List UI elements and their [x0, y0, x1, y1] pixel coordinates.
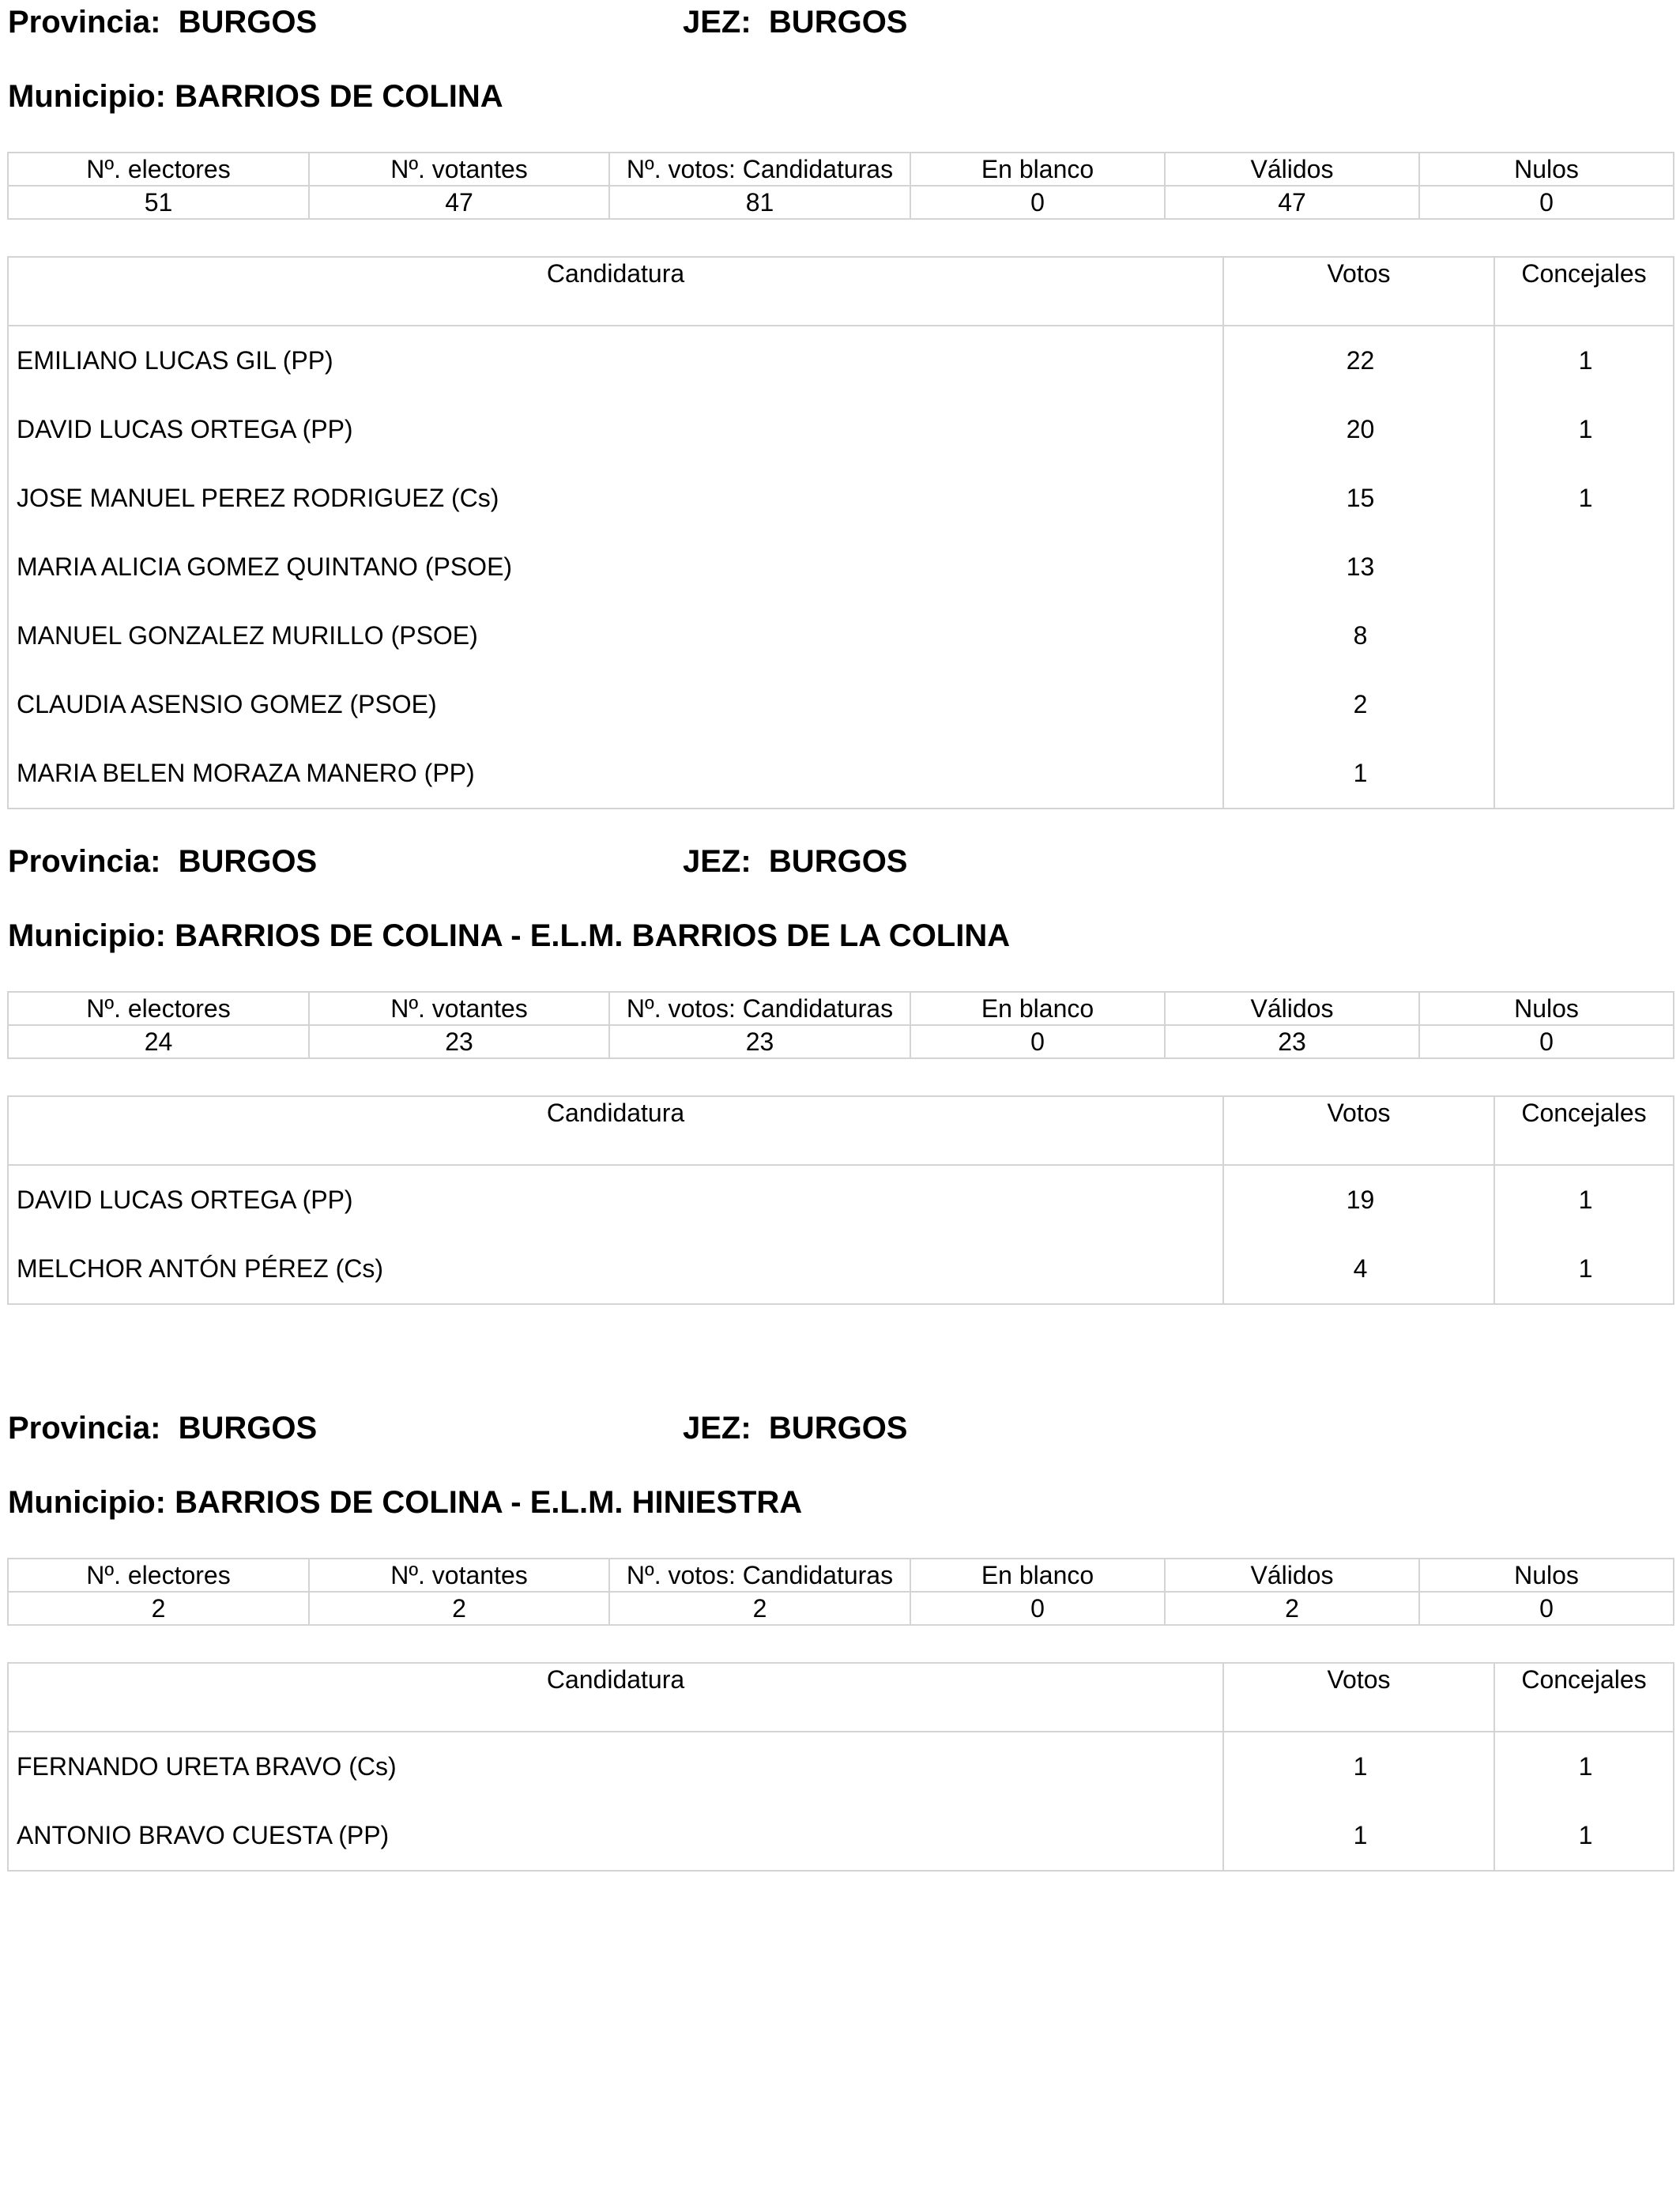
stats-value-cell: 51: [8, 186, 309, 219]
provincia: Provincia: BURGOS: [8, 1411, 318, 1446]
stats-header-cell: Nº. votos: Candidaturas: [609, 1559, 910, 1592]
provincia-line: [7, 839, 1673, 884]
stats-value-cell: 24: [8, 1025, 309, 1058]
candidate-votos: 8: [1223, 601, 1494, 670]
candidate-name: MANUEL GONZALEZ MURILLO (PSOE): [8, 601, 1223, 670]
table-row: [8, 739, 1674, 809]
candidate-votos: 20: [1223, 395, 1494, 464]
provincia-line: [7, 1406, 1673, 1450]
candidate-votos: 1: [1223, 1801, 1494, 1871]
table-row: [8, 601, 1674, 670]
candidate-votos: 4: [1223, 1235, 1494, 1304]
jez: JEZ: BURGOS: [683, 844, 908, 879]
stats-header-cell: En blanco: [910, 1559, 1165, 1592]
candidate-concejales: [1494, 670, 1674, 739]
stats-table: [7, 991, 1674, 1059]
results-header-row: [8, 1663, 1674, 1732]
stats-header-row: [8, 992, 1674, 1025]
candidate-concejales: 1: [1494, 1235, 1674, 1304]
table-row: [8, 1732, 1674, 1801]
candidate-concejales: [1494, 739, 1674, 809]
stats-header-cell: Nº. votantes: [309, 1559, 609, 1592]
candidate-concejales: 1: [1494, 1165, 1674, 1235]
candidate-name: MELCHOR ANTÓN PÉREZ (Cs): [8, 1235, 1223, 1304]
table-row: [8, 533, 1674, 601]
results-header-cell: Candidatura: [8, 1663, 1223, 1732]
results-table: [7, 256, 1674, 809]
candidate-name: FERNANDO URETA BRAVO (Cs): [8, 1732, 1223, 1801]
table-row: [8, 395, 1674, 464]
section-2: [7, 839, 1673, 1283]
stats-header-cell: Nº. votos: Candidaturas: [609, 153, 910, 186]
stats-header-cell: Nº. votantes: [309, 992, 609, 1025]
candidate-name: MARIA BELEN MORAZA MANERO (PP): [8, 739, 1223, 809]
stats-value-cell: 0: [910, 1592, 1165, 1625]
results-header-cell: Votos: [1223, 1096, 1494, 1165]
candidate-name: MARIA ALICIA GOMEZ QUINTANO (PSOE): [8, 533, 1223, 601]
candidate-name: EMILIANO LUCAS GIL (PP): [8, 326, 1223, 395]
jez: JEZ: BURGOS: [683, 1411, 908, 1446]
stats-header-cell: Nulos: [1419, 992, 1674, 1025]
candidate-concejales: 1: [1494, 395, 1674, 464]
stats-header-cell: Nº. votos: Candidaturas: [609, 992, 910, 1025]
section-3: [7, 1406, 1673, 1849]
candidate-concejales: 1: [1494, 326, 1674, 395]
table-row: [8, 1801, 1674, 1871]
candidate-votos: 2: [1223, 670, 1494, 739]
candidate-concejales: [1494, 533, 1674, 601]
stats-table: [7, 1558, 1674, 1626]
provincia: Provincia: BURGOS: [8, 5, 318, 40]
table-row: [8, 1165, 1674, 1235]
stats-value-cell: 47: [309, 186, 609, 219]
stats-value-cell: 23: [609, 1025, 910, 1058]
stats-header-cell: Válidos: [1165, 1559, 1419, 1592]
stats-value-cell: 0: [910, 1025, 1165, 1058]
results-header-cell: Concejales: [1494, 1663, 1674, 1732]
candidate-votos: 22: [1223, 326, 1494, 395]
stats-header-cell: En blanco: [910, 153, 1165, 186]
stats-value-cell: 23: [309, 1025, 609, 1058]
candidate-name: DAVID LUCAS ORTEGA (PP): [8, 395, 1223, 464]
stats-value-row: [8, 1025, 1674, 1058]
candidate-name: DAVID LUCAS ORTEGA (PP): [8, 1165, 1223, 1235]
stats-value-cell: 81: [609, 186, 910, 219]
candidate-votos: 1: [1223, 739, 1494, 809]
results-header-cell: Concejales: [1494, 257, 1674, 326]
stats-value-cell: 23: [1165, 1025, 1419, 1058]
results-header-cell: Concejales: [1494, 1096, 1674, 1165]
stats-header-cell: Nº. electores: [8, 992, 309, 1025]
table-row: [8, 326, 1674, 395]
stats-header-cell: Nulos: [1419, 153, 1674, 186]
candidate-concejales: 1: [1494, 1801, 1674, 1871]
results-header-cell: Votos: [1223, 1663, 1494, 1732]
candidate-votos: 15: [1223, 464, 1494, 533]
candidate-name: CLAUDIA ASENSIO GOMEZ (PSOE): [8, 670, 1223, 739]
candidate-concejales: 1: [1494, 464, 1674, 533]
results-header-cell: Votos: [1223, 257, 1494, 326]
stats-value-cell: 2: [309, 1592, 609, 1625]
results-header-cell: Candidatura: [8, 1096, 1223, 1165]
results-header-row: [8, 257, 1674, 326]
stats-header-cell: Nº. votantes: [309, 153, 609, 186]
stats-value-cell: 0: [1419, 1025, 1674, 1058]
results-header-cell: Candidatura: [8, 257, 1223, 326]
stats-value-cell: 2: [8, 1592, 309, 1625]
candidate-name: ANTONIO BRAVO CUESTA (PP): [8, 1801, 1223, 1871]
stats-header-cell: En blanco: [910, 992, 1165, 1025]
stats-value-cell: 47: [1165, 186, 1419, 219]
candidate-votos: 13: [1223, 533, 1494, 601]
stats-header-cell: Válidos: [1165, 153, 1419, 186]
stats-value-row: [8, 186, 1674, 219]
stats-value-row: [8, 1592, 1674, 1625]
municipio-title: Municipio: BARRIOS DE COLINA: [8, 79, 503, 114]
results-header-row: [8, 1096, 1674, 1165]
stats-value-cell: 0: [1419, 1592, 1674, 1625]
stats-header-cell: Nulos: [1419, 1559, 1674, 1592]
stats-value-cell: 0: [1419, 186, 1674, 219]
provincia: Provincia: BURGOS: [8, 844, 318, 879]
table-row: [8, 1235, 1674, 1304]
stats-header-row: [8, 153, 1674, 186]
stats-header-cell: Nº. electores: [8, 1559, 309, 1592]
candidate-concejales: [1494, 601, 1674, 670]
stats-header-row: [8, 1559, 1674, 1592]
municipio-title: Municipio: BARRIOS DE COLINA - E.L.M. HINIESTRA: [8, 1485, 803, 1520]
jez: JEZ: BURGOS: [683, 5, 908, 40]
stats-value-cell: 2: [609, 1592, 910, 1625]
stats-value-cell: 2: [1165, 1592, 1419, 1625]
results-table: [7, 1662, 1674, 1872]
stats-value-cell: 0: [910, 186, 1165, 219]
provincia-line: [7, 0, 1673, 44]
table-row: [8, 670, 1674, 739]
stats-header-cell: Nº. electores: [8, 153, 309, 186]
section-1: [7, 0, 1673, 787]
table-row: [8, 464, 1674, 533]
stats-table: [7, 152, 1674, 220]
stats-header-cell: Válidos: [1165, 992, 1419, 1025]
candidate-votos: 1: [1223, 1732, 1494, 1801]
candidate-concejales: 1: [1494, 1732, 1674, 1801]
candidate-name: JOSE MANUEL PEREZ RODRIGUEZ (Cs): [8, 464, 1223, 533]
candidate-votos: 19: [1223, 1165, 1494, 1235]
municipio-title: Municipio: BARRIOS DE COLINA - E.L.M. BARRIOS DE LA COLINA: [8, 918, 1011, 953]
results-table: [7, 1095, 1674, 1305]
